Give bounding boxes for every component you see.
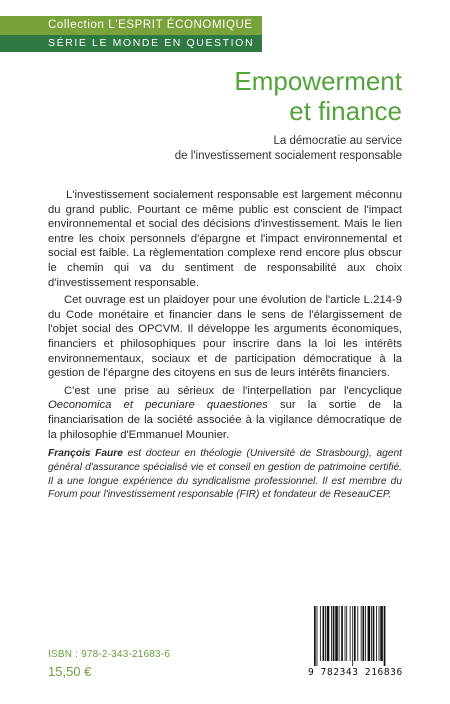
subtitle-line-1: La démocratie au service [273, 135, 402, 147]
book-subtitle [175, 134, 402, 164]
barcode-bar [357, 606, 358, 661]
barcode-bar [323, 606, 325, 661]
encyclical-title: Oeconomica et pecuniare quaestiones [48, 399, 268, 412]
barcode-bar [346, 606, 347, 661]
barcode-bar [331, 606, 332, 661]
isbn: ISBN : 978-2-343-21683-6 [48, 649, 171, 660]
barcode-bar [345, 606, 346, 661]
author-bio-text: est docteur en théologie (Université de Strasbourg), agent général d'assurance spécialisé vie et conseil en gestion de patrimoine certifié. Il a une longue expérience du syndicalisme professionnel. Il est membre du Forum pour l'investissement responsable (FIR) et fondateur de ReseauCEP. [48, 448, 402, 501]
serie-band [0, 35, 262, 52]
blurb-paragraph-2: Cet ouvrage est un plaidoyer pour une évolution de l'article L.214-9 du Code monétaire et financier dans le sens de l'élargissement de l'objet social des OPCVM. Il développe les arguments économiques, financiers et philosophiques pour inscrire dans la loi les intérêts environnementaux, sociaux et de participation démocratique à la gestion de l'épargne des citoyens en sus de leurs intérêts financiers. [48, 294, 402, 380]
title-line-2: et finance [289, 96, 402, 126]
book-title [234, 66, 402, 126]
barcode-bar [384, 606, 386, 666]
author-bio [48, 447, 402, 502]
barcode-bar [354, 606, 356, 661]
barcode-bar [380, 606, 383, 661]
blurb-p3-start: C'est une prise au sérieux de l'interpellation par l'encyclique [64, 384, 402, 397]
blurb-p3-end: sur la sortie de la financiarisation de la société associée à la vigilance démocratique de la philosophie d'Emmanuel Mounier. [48, 399, 402, 441]
serie-label: SÉRIE LE MONDE EN QUESTION [48, 37, 255, 49]
author-name: François Faure [48, 448, 123, 459]
barcode-bar [341, 606, 343, 661]
barcode-bar [373, 606, 375, 661]
blurb [48, 188, 402, 445]
barcode-bar [350, 606, 351, 661]
barcode-bar [361, 606, 362, 661]
blurb-paragraph-1: L'investissement socialement responsable est largement méconnu du grand public. Pourtant ce même public est conscient de l'impact environnemental et social des décisions d'investissement. Mais le lien entre les choix personnels d'épargne et l'impact environnemental et social est faible. La règlementation complexe rend encore plus obscur le chemin qui va du sentiment de responsabilité aux choix d'investissement responsable. [48, 189, 402, 289]
barcode-bar [314, 606, 316, 666]
barcode-bar [327, 606, 330, 661]
barcode-bar [379, 606, 380, 661]
barcode-bar [339, 606, 340, 661]
barcode-bar [371, 606, 372, 661]
barcode-bar [320, 606, 321, 661]
barcode-bar [352, 606, 353, 666]
barcode-bar [362, 606, 364, 661]
barcode-digits: 9 782343 216836 [308, 667, 403, 678]
barcode-bars [312, 606, 404, 666]
barcode-bar [376, 606, 377, 661]
barcode-bar [333, 606, 335, 661]
blurb-paragraph-3 [48, 384, 402, 442]
title-line-1: Empowerment [234, 66, 402, 96]
barcode-bar [317, 606, 318, 666]
collection-label: Collection L'ESPRIT ÉCONOMIQUE [48, 19, 253, 31]
barcode-bar [368, 606, 371, 661]
subtitle-line-2: de l'investissement socialement responsable [174, 150, 402, 162]
barcode-bar [325, 606, 326, 661]
barcode-bar [365, 606, 366, 661]
price: 15,50 € [48, 664, 92, 679]
collection-band [0, 16, 262, 35]
barcode-bar [335, 606, 338, 661]
